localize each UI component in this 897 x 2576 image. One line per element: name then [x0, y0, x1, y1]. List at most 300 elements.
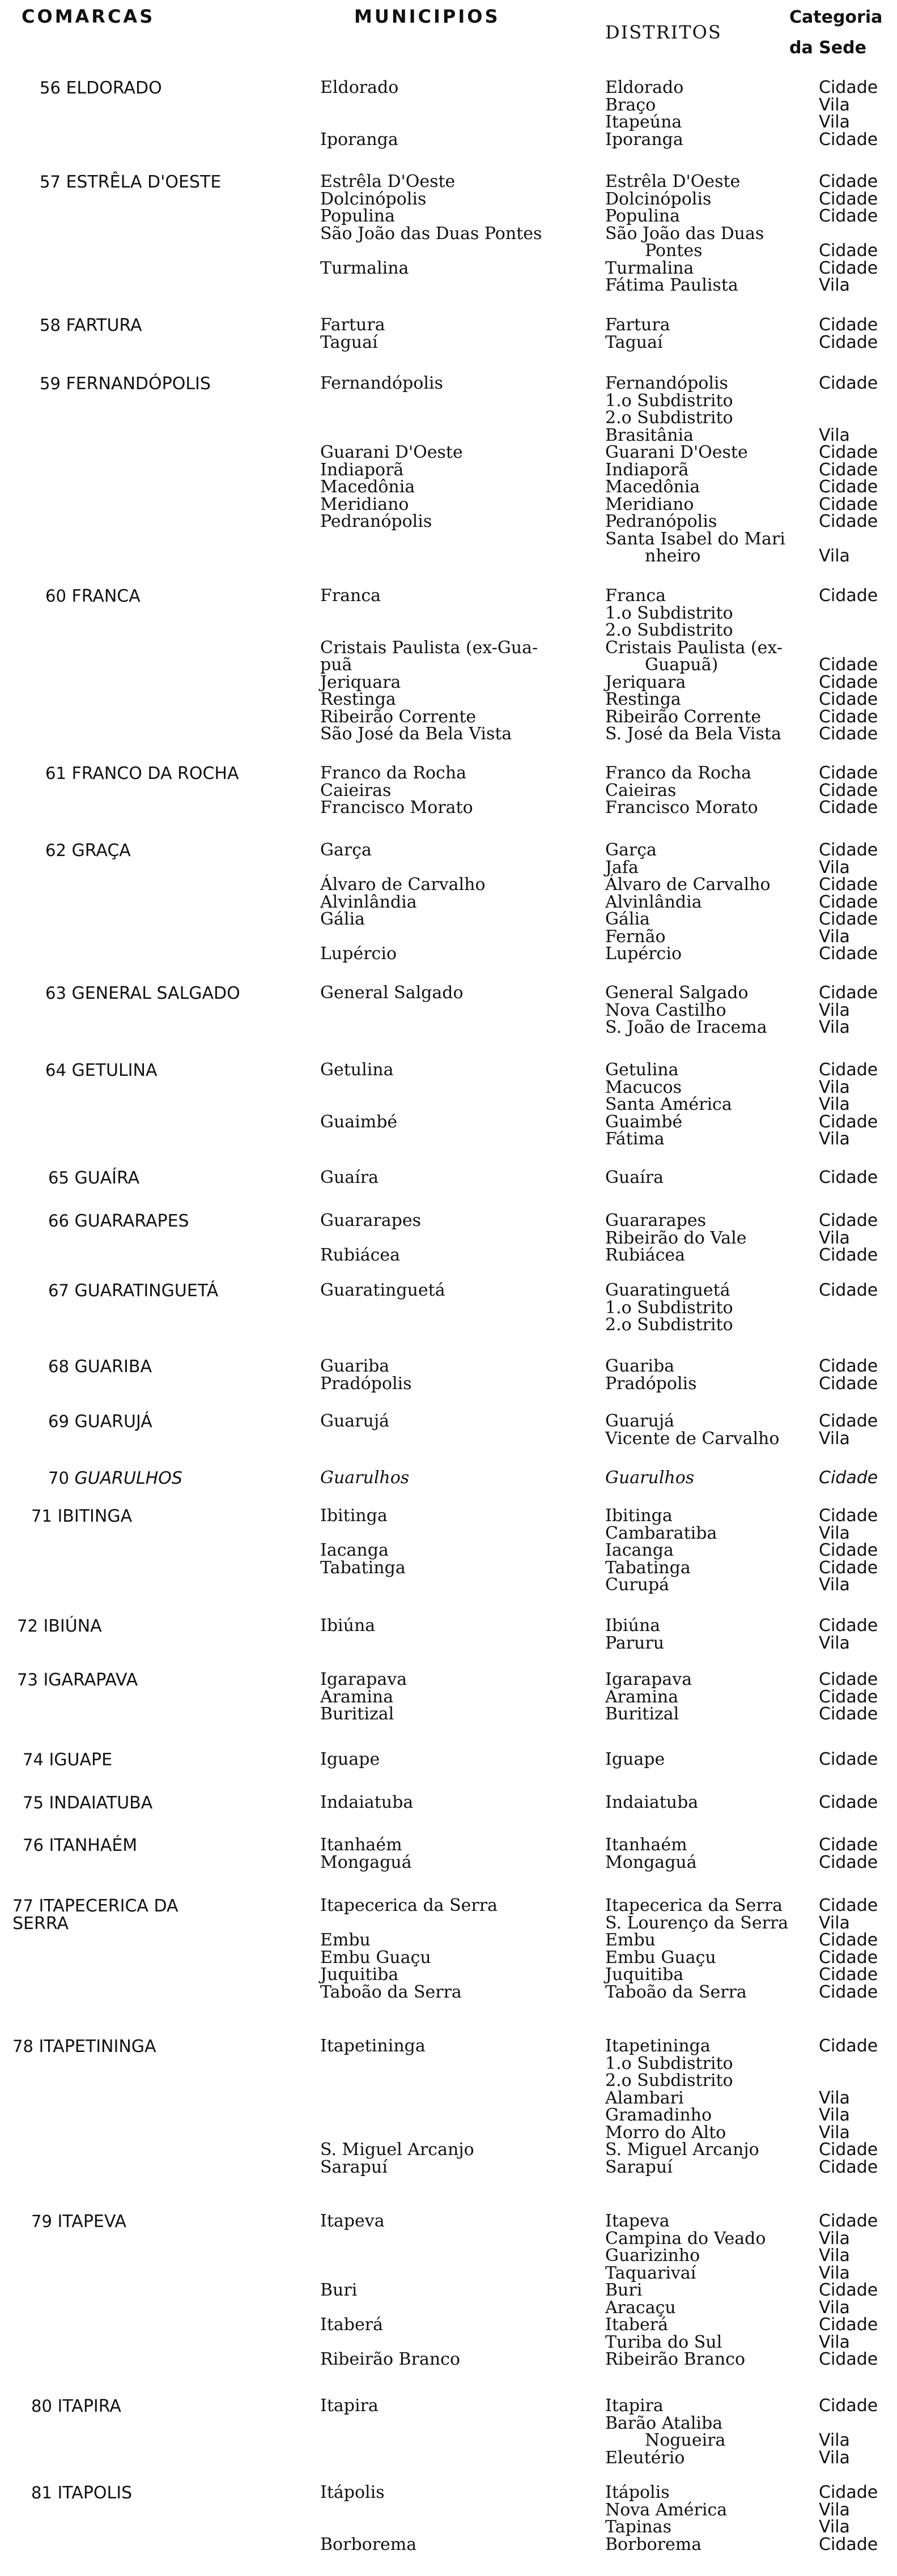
municipio-cell: [320, 2124, 474, 2142]
distrito-cell: Itapetininga: [605, 2036, 711, 2056]
categoria-cell: Cidade: [819, 2396, 878, 2416]
distrito-cell: Francisco Morato: [605, 798, 758, 817]
categoria-cell: Cidade: [819, 1557, 878, 1578]
municipio-cell: Caieiras: [320, 780, 392, 801]
municipio-column: [320, 1897, 498, 2001]
categoria-cell: Cidade: [819, 655, 878, 675]
categoria-cell: Cidade: [819, 315, 878, 335]
comarca-name: [45, 1062, 157, 1080]
categoria-cell: Cidade: [819, 2534, 878, 2554]
categoria-cell: [819, 1317, 878, 1334]
distrito-cell: Taquarivaí: [605, 2263, 696, 2283]
comarca-number: 81: [31, 2483, 52, 2502]
comarca-name-line: [23, 1837, 137, 1855]
municipio-cell: [320, 2090, 474, 2107]
categoria-column: [819, 1358, 878, 1393]
categoria-cell: Cidade: [819, 2036, 878, 2056]
municipio-column: [320, 842, 486, 963]
municipio-cell: São João das Duas Pontes: [320, 223, 542, 244]
distrito-column: [605, 1617, 664, 1652]
distrito-cell: Paruru: [605, 1633, 665, 1653]
categoria-cell: Cidade: [819, 459, 878, 480]
comarca-number: 64: [45, 1061, 66, 1080]
categoria-cell: Vila: [819, 1228, 850, 1248]
distrito-cell: Guaimbé: [605, 1112, 683, 1132]
categoria-cell: Cidade: [819, 724, 878, 744]
comarca-name-line: [45, 842, 131, 860]
comarca-name-line: [23, 1794, 152, 1812]
distrito-column: [605, 1508, 717, 1594]
distrito-cell: Aracaçu: [605, 2297, 676, 2318]
categoria-cell: Vila: [819, 2430, 850, 2450]
categoria-cell: Vila: [819, 2297, 850, 2318]
comarca-name-line: [31, 2213, 126, 2231]
comarca-label: FERNANDÓPOLIS: [66, 374, 211, 394]
municipio-cell: Ribeirão Branco: [320, 2349, 461, 2369]
categoria-cell: Cidade: [819, 2315, 878, 2335]
categoria-cell: Cidade: [819, 189, 878, 209]
municipio-cell: [320, 2519, 416, 2536]
distrito-cell: Jafa: [605, 857, 639, 878]
categoria-cell: Cidade: [819, 172, 878, 191]
municipio-cell: São José da Bela Vista: [320, 724, 512, 744]
municipio-cell: [320, 1230, 421, 1247]
comarca-name-line: [40, 317, 142, 335]
municipio-cell: Alvinlândia: [320, 892, 417, 912]
distrito-cell: Lupércio: [605, 944, 682, 964]
distrito-cell: Ribeirão Branco: [605, 2349, 746, 2369]
municipio-cell: Álvaro de Carvalho: [320, 875, 486, 895]
municipio-column: [320, 173, 542, 277]
municipio-cell: Embu Guaçu: [320, 1947, 431, 1968]
comarca-number: 72: [17, 1616, 38, 1636]
categoria-cell: Cidade: [819, 2280, 878, 2300]
distrito-cell: Estrêla D'Oeste: [605, 172, 741, 191]
distrito-cell: nheiro: [645, 546, 701, 566]
comarca-number: 70: [48, 1468, 69, 1488]
distrito-cell: Alambari: [605, 2088, 684, 2108]
categoria-cell: Cidade: [819, 1540, 878, 1560]
comarca-number: 73: [17, 1670, 38, 1689]
comarca-name: [45, 842, 131, 860]
distrito-cell: Aramina: [605, 1687, 679, 1707]
distrito-cell: Taboão da Serra: [605, 1982, 747, 2002]
comarca-name: [12, 2038, 156, 2056]
municipio-cell: [320, 929, 486, 946]
comarca-number: 60: [45, 586, 66, 606]
comarca-name-line: [31, 1508, 132, 1526]
municipio-cell: S. Miguel Arcanjo: [320, 2140, 474, 2160]
categoria-cell: Cidade: [819, 586, 878, 606]
distrito-column: [605, 1062, 732, 1148]
categoria-cell: Cidade: [819, 241, 878, 261]
municipio-cell: Fernandópolis: [320, 373, 443, 393]
comarca-number: 71: [31, 1506, 52, 1526]
categoria-cell: Cidade: [819, 1670, 878, 1689]
distrito-cell: Alvinlândia: [605, 892, 702, 912]
distrito-cell: Guariba: [605, 1356, 675, 1376]
categoria-column: [819, 2038, 878, 2176]
municipio-column: [320, 587, 538, 743]
categoria-cell: Cidade: [819, 442, 878, 462]
categoria-cell: Vila: [819, 1633, 850, 1653]
categoria-cell: [819, 225, 878, 243]
categoria-cell: Cidade: [819, 1616, 878, 1636]
distrito-cell: Dolcinópolis: [605, 189, 712, 209]
distrito-column: [605, 1212, 747, 1264]
distrito-cell: Braço: [605, 95, 656, 115]
categoria-cell: Vila: [819, 857, 850, 878]
comarca-name-line: [45, 587, 141, 606]
municipio-cell: Indaiatuba: [320, 1792, 414, 1812]
comarca-name-line: [31, 2398, 121, 2416]
distrito-column: [605, 2038, 759, 2176]
distrito-cell: Itapira: [605, 2396, 664, 2416]
categoria-column: [819, 1671, 878, 1723]
municipio-cell: [320, 1096, 397, 1114]
comarca-name: [31, 2484, 132, 2502]
municipio-column: [320, 985, 464, 1002]
municipio-column: [320, 375, 463, 531]
categoria-column: [819, 1169, 878, 1187]
comarca-name: [17, 1617, 102, 1636]
categoria-cell: [819, 640, 878, 657]
categoria-column: [819, 317, 878, 351]
comarca-number: 75: [23, 1793, 44, 1812]
distrito-cell: Guaratinguetá: [605, 1280, 730, 1300]
distrito-cell: Meridiano: [605, 494, 694, 514]
categoria-cell: Cidade: [819, 332, 878, 352]
distrito-cell: Cristais Paulista (ex-: [605, 637, 783, 658]
comarca-name-line: [17, 1671, 138, 1689]
comarca-name: [17, 1671, 138, 1689]
comarca-name-line: [40, 375, 211, 393]
municipio-cell: Tabatinga: [320, 1557, 406, 1578]
distrito-cell: Pontes: [645, 241, 703, 261]
municipio-column: [320, 2213, 460, 2369]
comarca-label: GRAÇA: [71, 841, 131, 861]
municipio-column: [320, 2484, 416, 2553]
municipio-column: [320, 1358, 412, 1393]
categoria-cell: Vila: [819, 2517, 850, 2537]
distrito-column: [605, 1470, 694, 1487]
distrito-cell: Álvaro de Carvalho: [605, 875, 771, 895]
municipio-cell: [320, 427, 463, 445]
distrito-cell: Igarapava: [605, 1670, 692, 1689]
municipio-column: [320, 1470, 409, 1487]
municipio-column: [320, 2038, 474, 2176]
distrito-column: [605, 317, 670, 351]
categoria-column: [819, 79, 878, 148]
categoria-cell: Cidade: [819, 1280, 878, 1300]
comarca-name: [45, 587, 141, 606]
categoria-cell: Vila: [819, 275, 850, 295]
comarca-name-line: [45, 765, 239, 783]
distrito-column: [605, 2484, 727, 2553]
categoria-cell: Vila: [819, 1000, 850, 1020]
comarca-number: 66: [48, 1211, 69, 1230]
comarca-number: 56: [40, 78, 61, 97]
distrito-cell: Franca: [605, 586, 666, 606]
municipio-cell: Franca: [320, 586, 381, 606]
distrito-cell: Franco da Rocha: [605, 763, 752, 783]
distrito-cell: Sarapuí: [605, 2157, 673, 2177]
distrito-cell: Itápolis: [605, 2483, 670, 2502]
categoria-cell: [819, 410, 878, 427]
comarca-label: GUAÍRA: [74, 1168, 140, 1188]
distrito-cell: Iporanga: [605, 129, 683, 150]
categoria-column: [819, 2484, 878, 2553]
distrito-column: [605, 765, 758, 817]
categoria-cell: Cidade: [819, 2211, 878, 2231]
comarca-number: 69: [48, 1412, 69, 1431]
categoria-cell: [819, 2415, 878, 2433]
categoria-cell: Vila: [819, 2246, 850, 2266]
categoria-cell: Vila: [819, 1017, 850, 1037]
comarca-label: IGUAPE: [49, 1750, 113, 1770]
municipio-cell: Guaratinguetá: [320, 1280, 445, 1300]
distrito-cell: Iguape: [605, 1749, 665, 1769]
distrito-cell: Caieiras: [605, 780, 677, 801]
comarca-name-line: [12, 2038, 156, 2056]
municipio-cell: [320, 859, 486, 877]
categoria-column: [819, 1751, 878, 1769]
municipio-cell: Indiaporã: [320, 459, 404, 480]
municipio-column: [320, 1282, 445, 1300]
comarca-label: GUARATINGUETÁ: [74, 1281, 219, 1301]
distrito-cell: Buri: [605, 2280, 643, 2300]
distrito-cell: Restinga: [605, 689, 681, 709]
distrito-cell: Embu Guaçu: [605, 1947, 716, 1968]
categoria-cell: Cidade: [819, 1211, 878, 1230]
distrito-cell: Fernão: [605, 926, 666, 947]
comarca-number: 77: [12, 1896, 33, 1915]
municipio-cell: [320, 393, 463, 410]
categoria-cell: Vila: [819, 2447, 850, 2468]
municipio-cell: Guariba: [320, 1356, 390, 1376]
distrito-cell: Eleutério: [605, 2447, 685, 2468]
comarca-label: IBIÚNA: [43, 1616, 102, 1636]
distrito-cell: Guaíra: [605, 1168, 664, 1187]
distrito-column: [605, 1413, 779, 1447]
municipio-cell: Restinga: [320, 689, 396, 709]
distrito-cell: Rubiácea: [605, 1245, 686, 1265]
comarca-name: [48, 1169, 139, 1187]
distrito-cell: 2.o Subdistrito: [605, 2071, 733, 2090]
distrito-cell: 1.o Subdistrito: [605, 2053, 733, 2073]
categoria-cell: Cidade: [819, 78, 878, 97]
comarca-number: 68: [48, 1357, 69, 1376]
municipio-cell: Juquitiba: [320, 1965, 399, 1985]
municipio-cell: [320, 2107, 474, 2124]
distrito-cell: Fernandópolis: [605, 373, 728, 393]
categoria-cell: Cidade: [819, 689, 878, 709]
categoria-cell: Cidade: [819, 1373, 878, 1394]
categoria-cell: Vila: [819, 2105, 850, 2125]
header-municipios: MUNICIPIOS: [354, 6, 500, 27]
categoria-cell: Cidade: [819, 494, 878, 514]
distrito-cell: Ibiúna: [605, 1616, 661, 1636]
categoria-cell: Cidade: [819, 1749, 878, 1769]
municipio-cell: Mongaguá: [320, 1852, 412, 1872]
categoria-column: [819, 173, 878, 295]
comarca-name-line: [45, 985, 240, 1003]
comarca-number: 79: [31, 2212, 52, 2231]
distrito-cell: Tabatinga: [605, 1557, 691, 1578]
municipio-cell: Taguaí: [320, 332, 378, 352]
comarca-name: [31, 2398, 121, 2416]
categoria-cell: Cidade: [819, 672, 878, 692]
distrito-cell: Tapinas: [605, 2517, 671, 2537]
comarca-name: [48, 1413, 152, 1431]
comarca-number: 78: [12, 2037, 33, 2056]
distrito-cell: 1.o Subdistrito: [605, 1297, 733, 1318]
municipio-cell: Embu: [320, 1930, 371, 1950]
municipio-cell: Itapetininga: [320, 2036, 426, 2056]
municipio-cell: Eldorado: [320, 78, 399, 97]
comarca-label: ITAPIRA: [57, 2396, 121, 2416]
categoria-cell: Cidade: [819, 1965, 878, 1985]
comarca-label: ITAPETININGA: [39, 2037, 156, 2056]
categoria-cell: Cidade: [819, 706, 878, 727]
municipio-cell: Aramina: [320, 1687, 394, 1707]
comarca-number: 58: [40, 316, 61, 335]
header-categoria-line2: da Sede: [789, 38, 866, 58]
categoria-column: [819, 1062, 878, 1148]
municipio-cell: Itaberá: [320, 2315, 383, 2335]
categoria-cell: Cidade: [819, 1792, 878, 1812]
municipio-cell: [320, 2055, 474, 2073]
categoria-cell: Vila: [819, 926, 850, 947]
comarca-name-line: [48, 1282, 218, 1300]
distrito-cell: Barão Ataliba: [605, 2413, 723, 2433]
municipio-cell: Dolcinópolis: [320, 189, 427, 209]
categoria-cell: Vila: [819, 2122, 850, 2143]
municipio-cell: [320, 2230, 460, 2248]
comarca-name-line: [40, 173, 221, 191]
distrito-column: [605, 842, 771, 963]
categoria-cell: Cidade: [819, 1704, 878, 1724]
comarca-name-line: [45, 1062, 157, 1080]
categoria-cell: Cidade: [819, 1947, 878, 1968]
municipio-cell: Jeriquara: [320, 672, 401, 692]
municipio-cell: General Salgado: [320, 983, 464, 1003]
categoria-column: [819, 842, 878, 963]
comarca-name-line: [48, 1212, 189, 1230]
municipio-cell: [320, 114, 398, 131]
categoria-cell: Cidade: [819, 2157, 878, 2177]
municipio-cell: Gália: [320, 909, 365, 929]
categoria-cell: Cidade: [819, 892, 878, 912]
categoria-cell: Cidade: [819, 2483, 878, 2502]
municipio-cell: Pradópolis: [320, 1373, 412, 1394]
categoria-cell: Cidade: [819, 763, 878, 783]
municipio-cell: [320, 2502, 416, 2519]
distrito-cell: Indaiatuba: [605, 1792, 699, 1812]
municipio-cell: Iporanga: [320, 129, 398, 150]
distrito-cell: Guarulhos: [605, 1468, 695, 1488]
comarca-number: 61: [45, 764, 66, 783]
distrito-cell: Ribeirão do Vale: [605, 1228, 747, 1248]
distrito-cell: Taguaí: [605, 332, 663, 352]
comarca-number: 74: [23, 1750, 44, 1769]
categoria-cell: Cidade: [819, 1506, 878, 1526]
categoria-column: [819, 1837, 878, 1871]
distrito-cell: Itapeva: [605, 2211, 670, 2231]
distrito-cell: Santa Isabel do Mari: [605, 529, 785, 549]
distrito-cell: Guarujá: [605, 1411, 675, 1431]
municipio-column: [320, 1751, 380, 1769]
distrito-cell: Macucos: [605, 1077, 682, 1097]
distrito-cell: Ibitinga: [605, 1506, 673, 1526]
distrito-column: [605, 1282, 733, 1334]
categoria-cell: [819, 605, 878, 623]
categoria-cell: [819, 2055, 878, 2073]
categoria-cell: Cidade: [819, 1245, 878, 1265]
categoria-cell: Cidade: [819, 477, 878, 497]
categoria-column: [819, 1794, 878, 1812]
municipio-cell: Igarapava: [320, 1670, 407, 1689]
categoria-column: [819, 587, 878, 743]
comarca-label: ITAPEVA: [57, 2212, 126, 2232]
categoria-column: [819, 1212, 878, 1264]
municipio-column: [320, 1794, 413, 1812]
distrito-column: [605, 1837, 697, 1871]
municipio-cell: [320, 2072, 474, 2090]
categoria-cell: Vila: [819, 2500, 850, 2520]
categoria-cell: Cidade: [819, 512, 878, 531]
categoria-cell: Cidade: [819, 1468, 878, 1488]
distrito-cell: Garça: [605, 840, 657, 860]
municipio-cell: [320, 410, 463, 427]
categoria-cell: Vila: [819, 2088, 850, 2108]
municipio-cell: Guaíra: [320, 1168, 379, 1187]
categoria-cell: Vila: [819, 1575, 850, 1595]
comarca-name: [48, 1470, 182, 1488]
distrito-cell: Embu: [605, 1930, 656, 1950]
categoria-cell: Cidade: [819, 1356, 878, 1376]
municipio-cell: [320, 1079, 397, 1097]
categoria-cell: Cidade: [819, 1852, 878, 1872]
categoria-cell: Cidade: [819, 1835, 878, 1855]
comarca-label: ITAPECERICA DA: [39, 1896, 178, 1916]
municipio-cell: Itapeva: [320, 2211, 385, 2231]
municipio-cell: Garça: [320, 840, 372, 860]
municipio-cell: Fartura: [320, 315, 385, 335]
categoria-cell: Vila: [819, 112, 850, 132]
categoria-cell: Cidade: [819, 983, 878, 1003]
categoria-column: [819, 1282, 878, 1334]
municipio-cell: Itapecerica da Serra: [320, 1896, 498, 1915]
categoria-column: [819, 765, 878, 817]
distrito-cell: Eldorado: [605, 78, 684, 97]
categoria-cell: Cidade: [819, 1930, 878, 1950]
municipio-cell: Rubiácea: [320, 1245, 401, 1265]
distrito-cell: Mongaguá: [605, 1852, 697, 1872]
distrito-cell: S. João de Iracema: [605, 1017, 767, 1037]
categoria-cell: Vila: [819, 2228, 850, 2249]
comarca-number: 57: [40, 172, 61, 191]
categoria-cell: Vila: [819, 425, 850, 445]
distrito-cell: Turmalina: [605, 258, 694, 278]
distrito-cell: Guarizinho: [605, 2246, 700, 2266]
distrito-column: [605, 1358, 697, 1393]
comarca-name: [31, 2213, 126, 2231]
comarca-label: IBITINGA: [57, 1506, 133, 1526]
municipio-cell: Franco da Rocha: [320, 763, 467, 783]
municipio-cell: Buri: [320, 2280, 358, 2300]
distrito-cell: Fátima Paulista: [605, 275, 738, 295]
